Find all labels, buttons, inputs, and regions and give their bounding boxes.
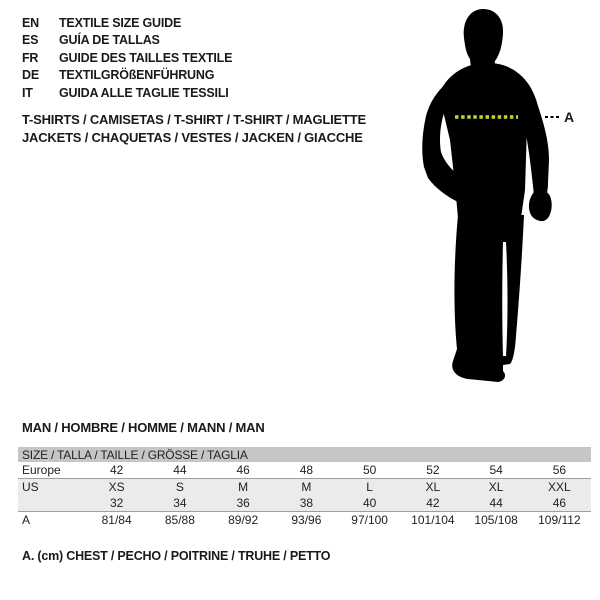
category-block [22, 111, 366, 146]
silhouette-right-hand [529, 189, 552, 221]
language-code: EN [22, 15, 39, 30]
language-label: TEXTILE SIZE GUIDE [59, 15, 182, 30]
category-tshirts: T-SHIRTS / CAMISETAS / T-SHIRT / T-SHIRT / MAGLIETTE [22, 112, 366, 127]
table-row-europe [18, 462, 591, 479]
language-label: GUIDE DES TAILLES TEXTILE [59, 50, 233, 65]
man-silhouette-figure [400, 0, 600, 410]
measure-label-a: A [564, 109, 575, 125]
size-cell: 32 [109, 496, 124, 510]
table-row-us [18, 479, 591, 495]
size-cell: 44 [173, 463, 187, 477]
size-cell: M [301, 480, 312, 494]
size-cell: 54 [489, 463, 503, 477]
language-row-it [22, 84, 232, 102]
size-cell: 38 [299, 496, 314, 510]
language-label: GUIDA ALLE TAGLIE TESSILI [59, 85, 229, 100]
size-cell: 81/84 [101, 513, 132, 527]
measurement-footnote: A. (cm) CHEST / PECHO / POITRINE / TRUHE / PETTO [22, 549, 331, 563]
size-cell: 42 [426, 496, 440, 510]
size-cell: 42 [109, 463, 124, 477]
row-label: A [22, 513, 31, 527]
row-label: Europe [22, 463, 61, 477]
size-table-header: SIZE / TALLA / TAILLE / GRÖSSE / TAGLIA [18, 447, 591, 462]
size-cell: 46 [552, 496, 567, 510]
size-cell: XS [108, 480, 125, 494]
size-cell: 97/100 [351, 513, 388, 527]
language-row-de [22, 67, 232, 85]
size-cell: 48 [299, 463, 314, 477]
size-table [18, 447, 591, 528]
size-cell: 34 [173, 496, 187, 510]
size-cell: 56 [552, 463, 567, 477]
language-code: IT [22, 85, 33, 100]
section-title-man: MAN / HOMBRE / HOMME / MANN / MAN [22, 420, 265, 435]
language-code: DE [22, 68, 39, 83]
size-cell: M [238, 480, 249, 494]
size-cell: 46 [236, 463, 250, 477]
size-cell: 44 [489, 496, 503, 510]
silhouette-leg-gap [502, 242, 507, 356]
size-cell: 105/108 [474, 513, 518, 527]
language-code: FR [22, 50, 39, 65]
language-row-en [22, 14, 232, 32]
size-cell: 85/88 [164, 513, 195, 527]
language-row-fr [22, 49, 232, 67]
silhouette-legs [452, 215, 524, 382]
size-cell: 89/92 [228, 513, 259, 527]
table-row-chest-cm [18, 512, 591, 528]
size-cell: S [175, 480, 184, 494]
language-code: ES [22, 33, 39, 48]
row-label: US [22, 480, 39, 494]
size-cell: 40 [362, 496, 377, 510]
category-jackets: JACKETS / CHAQUETAS / VESTES / JACKEN / GIACCHE [22, 129, 363, 145]
table-band [18, 479, 591, 512]
size-cell: XXL [548, 480, 571, 494]
size-cell: 101/104 [411, 513, 455, 527]
size-cell: XL [488, 480, 504, 494]
size-cell: L [366, 480, 373, 494]
table-row-us-numeric [18, 495, 591, 511]
silhouette-head [464, 9, 503, 68]
size-cell: XL [425, 480, 441, 494]
language-label: TEXTILGRÖßENFÜHRUNG [59, 68, 215, 83]
size-cell: 52 [426, 463, 440, 477]
size-cell: 50 [362, 463, 377, 477]
language-row-es [22, 32, 232, 50]
language-list [22, 14, 232, 102]
size-cell: 93/96 [291, 513, 322, 527]
language-label: GUÍA DE TALLAS [59, 33, 160, 48]
size-cell: 109/112 [538, 513, 581, 527]
size-cell: 36 [236, 496, 250, 510]
